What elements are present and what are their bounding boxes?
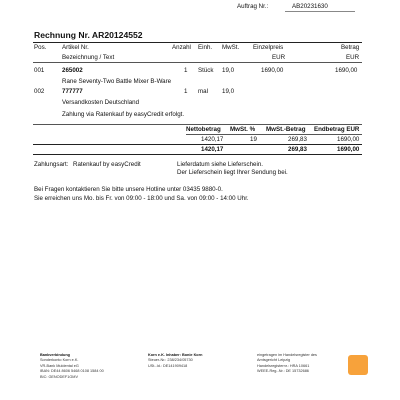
row2-mwst: 19,0 xyxy=(222,88,235,95)
row1-einh: Stück xyxy=(198,67,214,74)
footer-register-l4: WEEE-Reg.-Nr.: DE 15732686 xyxy=(257,369,309,374)
lieferschein-note: Der Lieferschein liegt Ihrer Sendung bei. xyxy=(177,169,288,176)
col-mwst: MwSt. xyxy=(222,44,240,51)
footer-register-l3: Handelsregisternr.: HRA 10661 xyxy=(257,363,310,368)
footer-bank xyxy=(40,353,104,380)
col-artikel: Artikel Nr. xyxy=(62,44,89,51)
totals-h-mwst-betrag: MwSt.-Betrag xyxy=(266,126,306,133)
lieferdatum-note: Lieferdatum siehe Lieferschein. xyxy=(177,161,263,168)
row1-anzahl: 1 xyxy=(184,67,188,74)
col-anzahl: Anzahl xyxy=(172,44,191,51)
footer-bank-title: Bankverbindung xyxy=(40,353,70,357)
totals-h-mwst-pct: MwSt. % xyxy=(230,126,256,133)
col-betrag-cur: EUR xyxy=(346,54,360,61)
auftrag-label: Auftrag Nr.: xyxy=(237,3,269,10)
footer-company xyxy=(148,353,202,369)
totals-end: 1690,00 xyxy=(337,136,360,143)
footer-register xyxy=(257,353,317,375)
header-rule xyxy=(33,62,362,63)
col-betrag: Betrag xyxy=(341,44,360,51)
hours-text: Sie erreichen uns Mo. bis Fr. von 09:00 - 18:00 und Sa. von 09:00 - 14:00 Uhr. xyxy=(34,195,249,202)
row1-pos: 001 xyxy=(34,67,45,74)
totals-header-rule xyxy=(186,134,362,135)
title-rule xyxy=(33,42,362,43)
row1-betrag: 1690,00 xyxy=(335,67,358,74)
hotline-text: Bei Fragen kontaktieren Sie bitte unsere Hotline unter 03435 9880-0. xyxy=(34,186,223,193)
col-einzelpreis-cur: EUR xyxy=(272,54,286,61)
row2-anzahl: 1 xyxy=(184,88,188,95)
payment-note: Zahlung via Ratenkauf by easyCredit erfolgt. xyxy=(62,111,185,118)
auftrag-underline xyxy=(285,11,355,12)
footer-bank-l4: BIC: GENODEF1GMV xyxy=(40,374,78,379)
sum-end: 1690,00 xyxy=(337,146,360,153)
footer-bank-l3: IBAN: DE44 8606 5468 0108 1584 00 xyxy=(40,369,104,374)
orange-badge-icon[interactable] xyxy=(348,355,368,375)
col-bezeichnung: Bezeichnung / Text xyxy=(62,54,115,61)
totals-pct: 19 xyxy=(250,136,257,143)
totals-top-rule xyxy=(33,124,362,125)
totals-netto: 1420,17 xyxy=(201,136,224,143)
totals-bottom-rule xyxy=(33,154,362,155)
totals-mwst: 269,83 xyxy=(288,136,307,143)
footer-company-l2: USt.-Id.: DE141909418 xyxy=(148,363,188,368)
row1-artikel: 265002 xyxy=(62,67,83,74)
row1-einzelpreis: 1690,00 xyxy=(261,67,284,74)
col-einh: Einh. xyxy=(198,44,213,51)
zahlungsart-value: Ratenkauf by easyCredit xyxy=(73,161,141,168)
row2-einh: mal xyxy=(198,88,208,95)
row2-artikel: 777777 xyxy=(62,88,83,95)
row2-pos: 002 xyxy=(34,88,45,95)
totals-h-endbetrag: Endbetrag EUR xyxy=(314,126,360,133)
footer-company-title: Korn e.K. Inhaber: Bonie Korn xyxy=(148,353,203,357)
row2-description: Versandkosten Deutschland xyxy=(62,99,140,106)
footer-bank-l1: Sonderkonto Korn e.K. xyxy=(40,358,79,363)
col-einzelpreis: Einzelpreis xyxy=(253,44,284,51)
totals-h-netto: Nettobetrag xyxy=(186,126,221,133)
row1-description: Rane Seventy-Two Battle Mixer B-Ware xyxy=(62,78,172,85)
col-pos: Pos. xyxy=(34,44,47,51)
auftrag-number: AB20231630 xyxy=(292,3,328,10)
footer-register-l2: Amtsgericht Leipzig xyxy=(257,358,291,363)
footer-register-l1: eingetragen im Handelsregister des xyxy=(257,353,317,357)
totals-sum-rule xyxy=(33,144,362,145)
footer-bank-l2: VR-Bank Muldental eG xyxy=(40,363,79,368)
sum-netto: 1420,17 xyxy=(201,146,224,153)
sum-mwst: 269,83 xyxy=(288,146,307,153)
footer-company-l1: Steuer-Nr.: 238/234/05730 xyxy=(148,358,193,363)
invoice-title: Rechnung Nr. AR20124552 xyxy=(34,30,143,40)
row1-mwst: 19,0 xyxy=(222,67,235,74)
zahlungsart-label: Zahlungsart: xyxy=(34,161,69,168)
